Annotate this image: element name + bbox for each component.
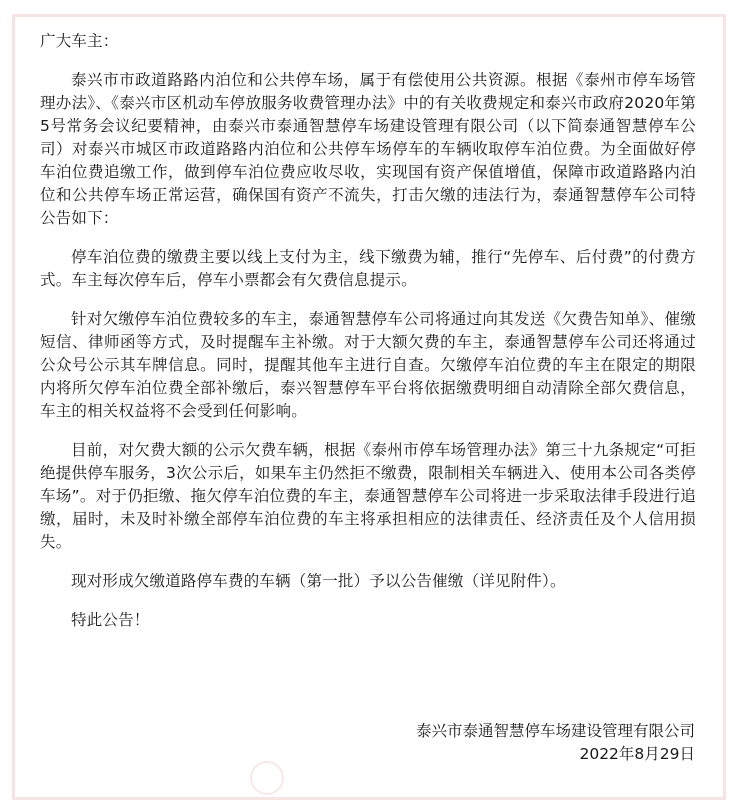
paragraph-legal-measures: 目前，对欠费大额的公示欠费车辆，根据《泰州市停车场管理办法》第三十九条规定“可拒绝提供停车服务，3次公示后，如果车主仍然拒不缴费，限制相关车辆进入、使用本公司各类停车场”。对于仍拒缴、拖欠停车泊位费的车主，泰通智慧停车公司将进一步采取法律手段进行追缴，届时，未及时补缴全部停车泊位费的车主将承担相应的法律责任、经济责任及个人信用损失。 bbox=[40, 441, 696, 551]
paragraph-intro: 泰兴市市政道路路内泊位和公共停车场，属于有偿使用公共资源。根据《泰州市停车场管理办法》、《泰兴市区机动车停放服务收费管理办法》中的有关收费规定和泰兴市政府2020年第5号常务会议纪要精神，由泰兴市泰通智慧停车场建设管理有限公司（以下简泰通智慧停车公司）对泰兴市城区市政道路路内泊位和公共停车场停车的车辆收取停车泊位费。为全面做好停车泊位费追缴工作，做到停车泊位费应收尽收，实现国有资产保值增值，保障市政道路路内泊位和公共停车场正常运营，确保国有资产不流失，打击欠缴的违法行为，泰通智慧停车公司特公告如下： bbox=[40, 71, 696, 227]
watermark bbox=[250, 760, 490, 796]
watermark-seal-icon bbox=[250, 761, 284, 795]
paragraph-payment-method: 停车泊位费的缴费主要以线上支付为主，线下缴费为辅，推行“先停车、后付费”的付费方式。车主每次停车后，停车小票都会有欠费信息提示。 bbox=[40, 248, 696, 289]
paragraph-arrears-reminder: 针对欠缴停车泊位费较多的车主，泰通智慧停车公司将通过向其发送《欠费告知单》、催缴短信、律师函等方式，及时提醒车主补缴。对于大额欠费的车主，泰通智慧停车公司还将通过公众号公示其车牌信息。同时，提醒其他车主进行自查。欠缴停车泊位费的车主在限定的期限内将所欠停车泊位费全部补缴后，泰兴智慧停车平台将依据缴费明细自动清除全部欠费信息，车主的相关权益将不会受到任何影响。 bbox=[40, 310, 696, 420]
paragraph-announcement: 现对形成欠缴道路停车费的车辆（第一批）予以公告催缴（详见附件）。 bbox=[71, 572, 566, 590]
signature-organization: 泰兴市泰通智慧停车场建设管理有限公司 bbox=[415, 722, 695, 740]
greeting: 广大车主： bbox=[40, 32, 119, 50]
notice-body bbox=[40, 30, 706, 648]
signature-date: 2022年8月29日 bbox=[579, 745, 695, 763]
paragraph-closing: 特此公告！ bbox=[71, 611, 150, 629]
